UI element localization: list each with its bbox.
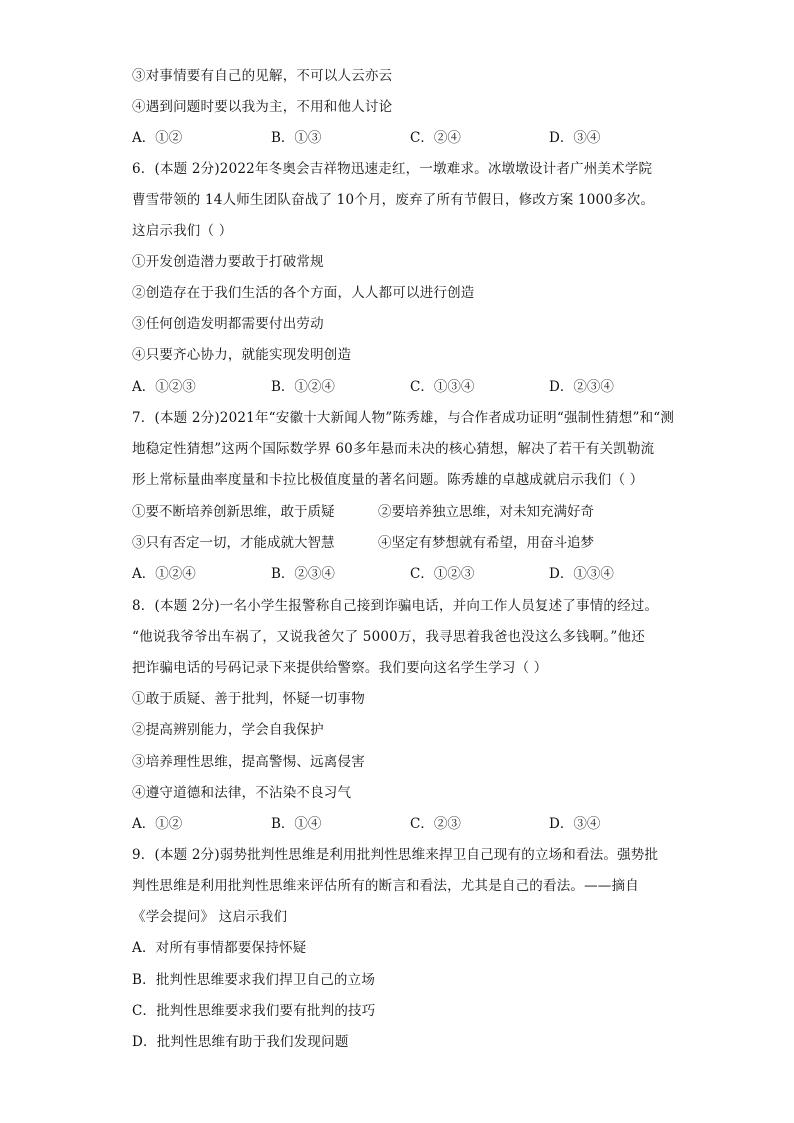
q7-choice-a: A．①②④: [132, 566, 196, 582]
q5-choice-d: D．③④: [549, 130, 601, 146]
q7-item-4: ④坚定有梦想就有希望，用奋斗追梦: [378, 535, 594, 551]
q7-choice-c: C．①②③: [410, 566, 475, 582]
q6-choice-b: B．①②④: [271, 379, 335, 395]
q8-choice-c: C．②③: [410, 816, 461, 832]
q7-stem-line-3: 形上常标量曲率度量和卡拉比极值度量的著名问题。陈秀雄的卓越成就启示我们（ ）: [132, 472, 644, 488]
q8-choice-d: D．③④: [549, 816, 601, 832]
q6-choice-c: C．①③④: [410, 379, 475, 395]
q7-choice-d: D．①③④: [549, 566, 614, 582]
q9-choice-d: D．批判性思维有助于我们发现问题: [132, 1034, 349, 1050]
q7-stem-line-1: 7．(本题 2分)2021年“安徽十大新闻人物”陈秀雄，与合作者成功证明“强制性猜想”和“测: [132, 410, 675, 426]
q8-item-1: ①敢于质疑、善于批判，怀疑一切事物: [132, 691, 365, 707]
q7-item-3: ③只有否定一切，才能成就大智慧: [132, 535, 335, 551]
q7-choice-b: B．②③④: [271, 566, 335, 582]
q9-choice-c: C．批判性思维要求我们要有批判的技巧: [132, 1003, 376, 1019]
q5-choice-c: C．②④: [410, 130, 461, 146]
q8-choice-a: A．①②: [132, 816, 183, 832]
q7-item-1: ①要不断培养创新思维，敢于质疑: [132, 504, 335, 520]
q8-item-3: ③培养理性思维，提高警惕、远离侵害: [132, 754, 365, 770]
q6-choice-d: D．②③④: [549, 379, 614, 395]
q7-stem-line-2: 地稳定性猜想”这两个国际数学界 60多年悬而未决的核心猜想，解决了若干有关凯勒流: [132, 441, 655, 457]
q7-item-2: ②要培养独立思维，对未知充满好奇: [378, 504, 594, 520]
q8-stem-line-2: “他说我爷爷出车祸了，又说我爸欠了 5000万，我寻思着我爸也没这么多钱啊。”他还: [132, 629, 645, 645]
q5-option-item-4: ④遇到问题时要以我为主，不用和他人讨论: [132, 99, 393, 115]
q8-stem-line-3: 把诈骗电话的号码记录下来提供给警察。我们要向这名学生学习（ ）: [132, 660, 548, 676]
q6-item-2: ②创造存在于我们生活的各个方面，人人都可以进行创造: [132, 285, 475, 301]
q8-item-2: ②提高辨别能力，学会自我保护: [132, 722, 324, 738]
q6-item-1: ①开发创造潜力要敢于打破常规: [132, 254, 324, 270]
q6-item-4: ④只要齐心协力，就能实现发明创造: [132, 347, 352, 363]
q9-choice-a: A．对所有事情都要保持怀疑: [132, 940, 307, 956]
q9-stem-line-1: 9．(本题 2分)弱势批判性思维是利用批判性思维来捍卫自己现有的立场和看法。强势批: [132, 847, 659, 863]
q6-stem-line-2: 曹雪带领的 14人师生团队奋战了 10个月，废弃了所有节假日，修改方案 1000多次。: [132, 192, 655, 208]
q5-choice-b: B．①③: [271, 130, 322, 146]
q8-stem-line-1: 8．(本题 2分)一名小学生报警称自己接到诈骗电话，并向工作人员复述了事情的经过。: [132, 598, 659, 614]
q6-item-3: ③任何创造发明都需要付出劳动: [132, 316, 324, 332]
q8-item-4: ④遵守道德和法律，不沾染不良习气: [132, 785, 352, 801]
q8-choice-b: B．①④: [271, 816, 322, 832]
q9-choice-b: B．批判性思维要求我们捍卫自己的立场: [132, 972, 376, 988]
q5-choice-a: A．①②: [132, 130, 183, 146]
q6-stem-line-3: 这启示我们（ ）: [132, 223, 233, 239]
q6-stem-line-1: 6．(本题 2分)2022年冬奥会吉祥物迅速走红，一墩难求。冰墩墩设计者广州美术学院: [132, 161, 653, 177]
q9-stem-line-2: 判性思维是利用批判性思维来评估所有的断言和看法，尤其是自己的看法。——摘自: [132, 878, 639, 894]
q5-option-item-3: ③对事情要有自己的见解，不可以人云亦云: [132, 68, 393, 84]
q9-stem-line-3: 《学会提问》 这启示我们: [132, 909, 288, 925]
q6-choice-a: A．①②③: [132, 379, 196, 395]
